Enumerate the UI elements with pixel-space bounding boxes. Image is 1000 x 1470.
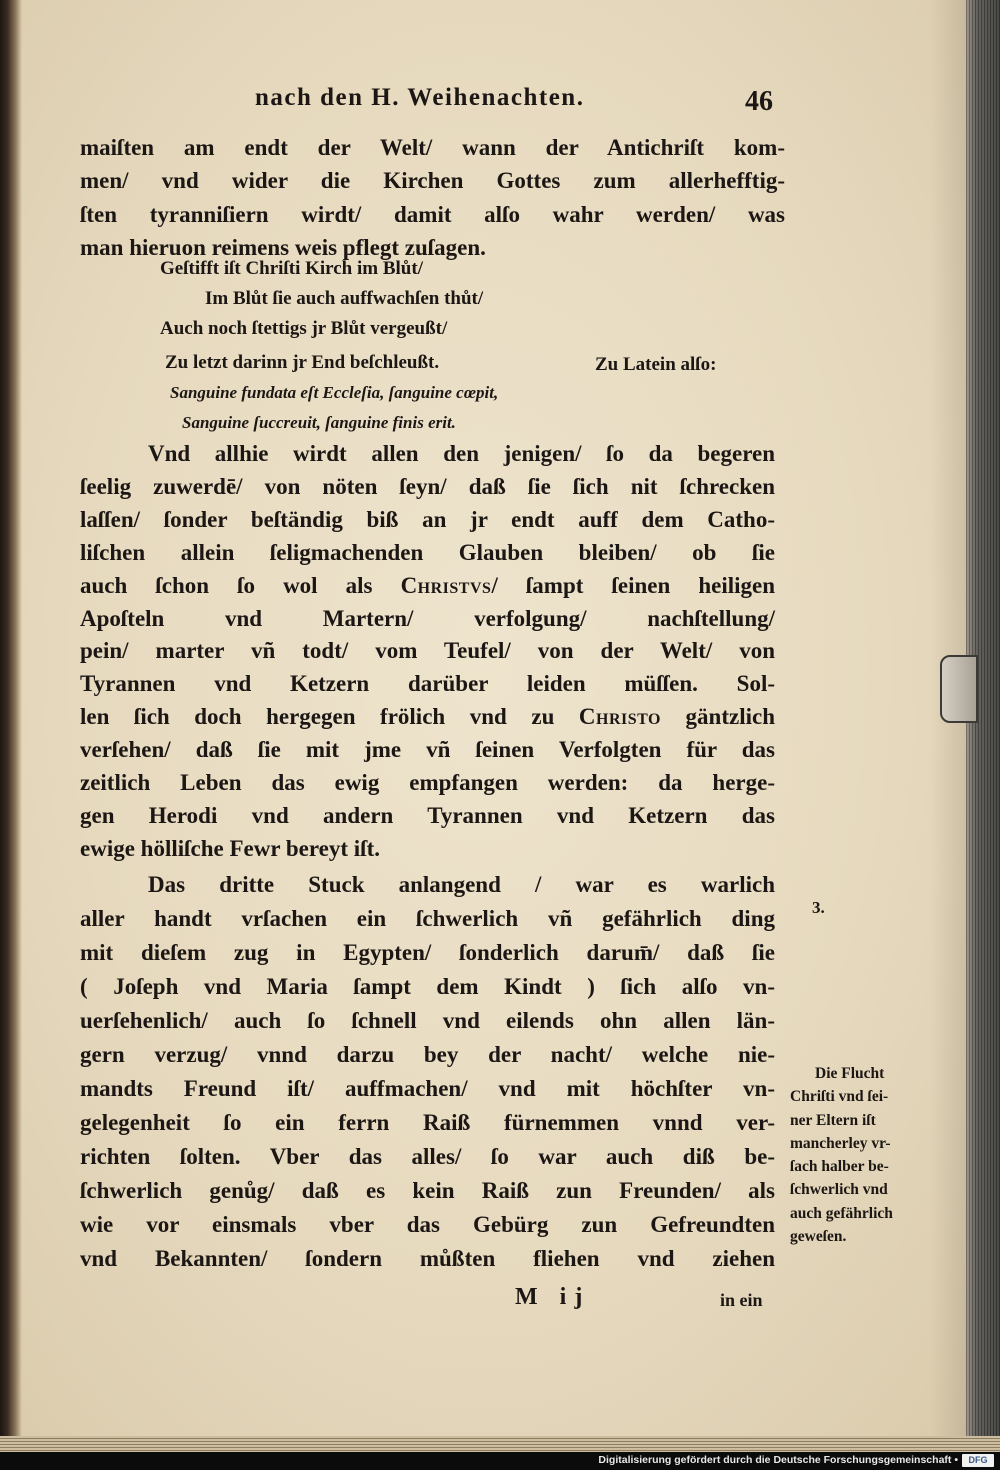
text-line: aller handt vrſachen ein ſchwerlich vñ gefährlich ding (80, 906, 775, 931)
margin-note-line: Die Flucht (815, 1065, 885, 1082)
text-line: wie vor einsmals vber das Gebürg zun Gefreundten (80, 1212, 775, 1237)
catchword: in ein (720, 1290, 763, 1310)
paragraph-2 (80, 868, 775, 1276)
text-line: mandts Freund iſt/ auffmachen/ vnd mit höchſter vn- (80, 1076, 775, 1101)
text-line: ( Joſeph vnd Maria ſampt dem Kindt ) ſich alſo vn- (80, 974, 775, 999)
text-line: verſehen/ daß ſie mit jme vñ ſeinen Verfolgten für das (80, 737, 775, 763)
small-caps-name: Christo (578, 704, 661, 730)
verse-line: Zu letzt darinn jr End beſchleußt. (165, 352, 440, 373)
text-line: mit dieſem zug in Egypten/ ſonderlich darum̄/ daß ſie (80, 940, 775, 965)
text-segment: gäntzlich (661, 704, 775, 730)
dfg-logo: DFG (962, 1454, 994, 1467)
text-line (80, 701, 775, 734)
margin-note (790, 1062, 935, 1248)
text-segment: / ſampt ſeinen heiligen (491, 572, 775, 598)
margin-note-line: geweſen. (790, 1228, 847, 1246)
text-line: men/ vnd wider die Kirchen Gottes zum allerhefftig- (80, 168, 785, 194)
verse-line: Geſtifft iſt Chriſti Kirch im Blůt/ (160, 258, 423, 279)
text-line: ewige hölliſche Fewr bereyt iſt. (80, 835, 380, 861)
margin-note-line: ner Eltern iſt (790, 1111, 876, 1129)
text-line: ſten tyranniſiern wirdt/ damit alſo wahr werden/ was (80, 201, 785, 227)
text-segment: auch ſchon ſo wol als (80, 572, 401, 598)
text-line: vnd Bekannten/ ſondern můßten fliehen vnd ziehen (80, 1246, 775, 1271)
page-tab-marker (940, 655, 978, 723)
text-line: liſchen allein ſeligmachenden Glauben bleiben/ ob ſie (80, 539, 775, 565)
verse-line: Im Blůt ſie auch auffwachſen thůt/ (205, 288, 484, 309)
page-edge-shade (930, 0, 970, 1452)
margin-note-line: ſach halber be- (790, 1158, 889, 1176)
text-line: man hieruon reimens weis pflegt zuſagen. (80, 234, 486, 260)
intro-text-block (80, 131, 785, 264)
text-line: maiſten am endt der Welt/ wann der Antichriſt kom- (80, 135, 785, 160)
verse-note: Zu Latein alſo: (595, 354, 717, 375)
running-title: nach den H. Weihenachten. (255, 84, 585, 111)
text-line: richten ſolten. Vber das alles/ ſo war auch diß be- (80, 1144, 775, 1169)
latin-line: Sanguine ſuccreuit, ſanguine finis erit. (182, 413, 456, 432)
margin-note-line: ſchwerlich vnd (790, 1181, 888, 1199)
text-line (80, 570, 775, 603)
text-line: Apoſteln vnd Martern/ verfolgung/ nachſtellung/ (80, 605, 775, 631)
paragraph-1 (80, 438, 775, 866)
margin-section-number: 3. (812, 898, 825, 917)
text-line: gern verzug/ vnnd darzu bey der nacht/ welche nie- (80, 1042, 775, 1067)
funding-credit: Digitalisierung gefördert durch die Deutsche Forschungsgemeinschaft • (598, 1454, 958, 1466)
book-cover-edge (966, 0, 1000, 1452)
text-line: ſchwerlich genůg/ daß es kein Raiß zun Freunden/ als (80, 1178, 775, 1203)
margin-note-line: Chriſti vnd ſei- (790, 1088, 889, 1106)
text-line: gen Herodi vnd andern Tyrannen vnd Ketzern das (80, 802, 775, 828)
text-line: gelegenheit ſo ein ferrn Raiß fürnemmen vnnd ver- (80, 1110, 775, 1135)
page-number: 46 (745, 86, 773, 117)
text-line: uerſehenlich/ auch ſo ſchnell vnd eilends ohn allen län- (80, 1008, 775, 1033)
text-line: ſeelig zuwerdē/ von nöten ſeyn/ daß ſie ſich nit ſchrecken (80, 473, 775, 499)
page-gutter-shadow (0, 0, 22, 1452)
text-line: Tyrannen vnd Ketzern darüber leiden müſſen. Sol- (80, 671, 775, 697)
small-caps-name: Christvs (400, 572, 492, 598)
margin-note-line: mancherley vr- (790, 1134, 891, 1152)
text-line: laſſen/ ſonder beſtändig biß an jr endt auff dem Catho- (80, 506, 775, 532)
margin-note-line: auch gefährlich (790, 1204, 893, 1222)
page-stack-edges (0, 1436, 1000, 1452)
verse-line: Auch noch ſtettigs jr Blůt vergeußt/ (160, 318, 448, 339)
signature-mark: M ij (515, 1284, 591, 1310)
latin-line: Sanguine fundata eſt Eccleſia, ſanguine cœpit, (170, 383, 499, 402)
text-line: zeitlich Leben das ewig empfangen werden: da herge- (80, 770, 775, 796)
text-line: Vnd allhie wirdt allen den jenigen/ ſo da begeren (148, 441, 775, 466)
text-line: pein/ marter vñ todt/ vom Teufel/ von der Welt/ von (80, 638, 775, 664)
text-segment: len ſich doch hergegen frölich vnd zu (80, 704, 579, 730)
text-line: Das dritte Stuck anlangend / war es warlich (148, 872, 775, 897)
